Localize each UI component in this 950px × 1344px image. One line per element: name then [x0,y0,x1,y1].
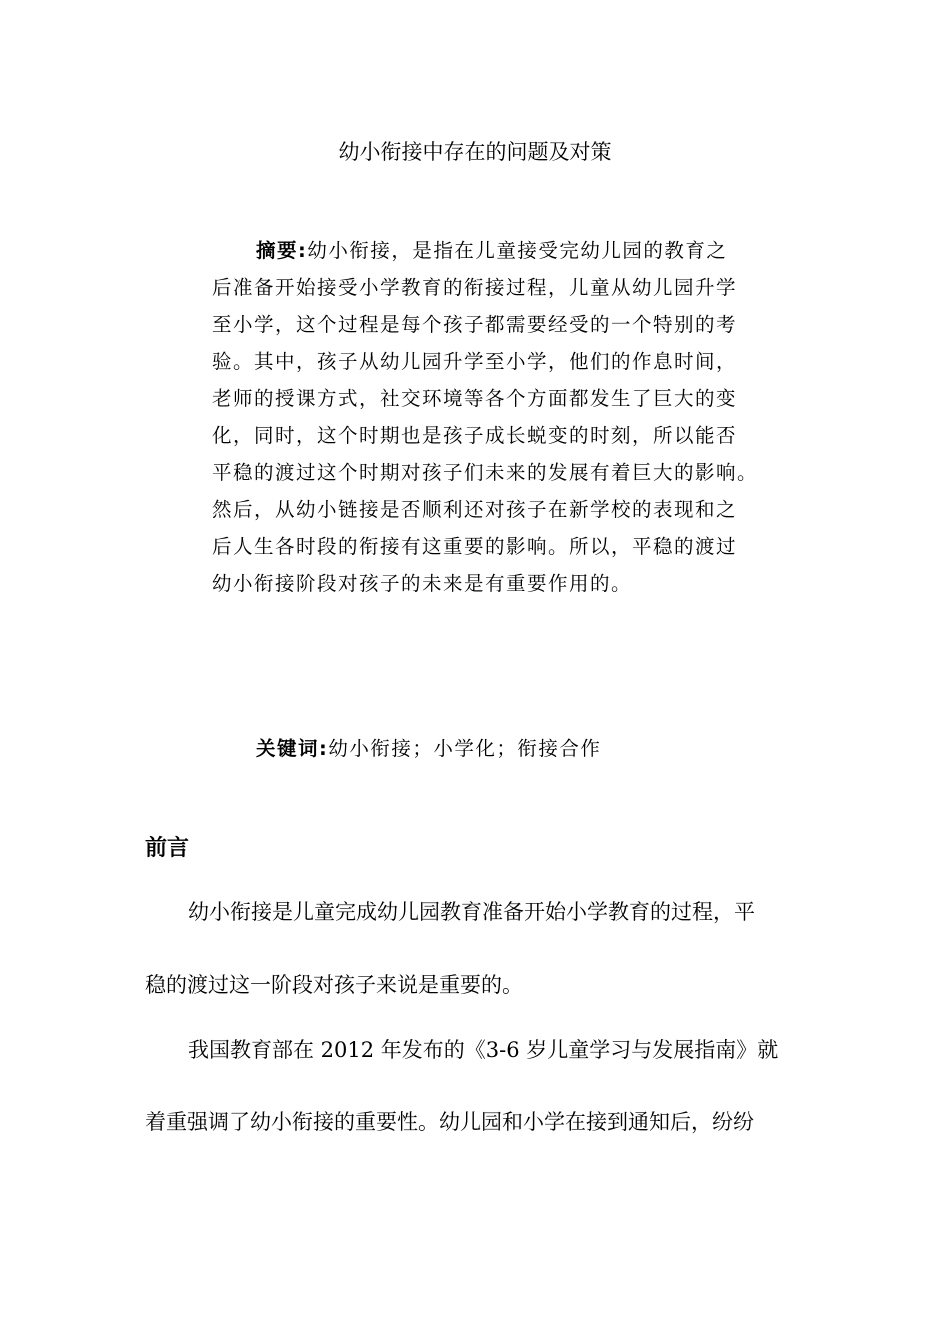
abstract-line [212,236,772,273]
abstract-line: 幼小衔接阶段对孩子的未来是有重要作用的。 [212,572,633,595]
abstract-line: 验。其中，孩子从幼儿园升学至小学，他们的作息时间， [212,350,738,373]
abstract-line: 然后，从幼小链接是否顺利还对孩子在新学校的表现和之 [212,498,738,521]
abstract-line: 化，同时，这个时期也是孩子成长蜕变的时刻，所以能否 [212,424,738,447]
document-title: 幼小衔接中存在的问题及对策 [338,140,612,164]
preface-line: 着重强调了幼小衔接的重要性。幼儿园和小学在接到通知后，纷纷 [145,1110,754,1134]
keywords-label: 关键词: [256,737,329,760]
abstract-label: 摘要: [256,239,308,262]
abstract-line: 平稳的渡过这个时期对孩子们未来的发展有着巨大的影响。 [212,461,759,484]
abstract-section [212,236,772,606]
preface-heading: 前言 [145,836,190,861]
preface-line: 幼小衔接是儿童完成幼儿园教育准备开始小学教育的过程，平 [188,900,755,924]
preface-line: 稳的渡过这一阶段对孩子来说是重要的。 [145,973,523,997]
keywords-text: 幼小衔接；小学化；衔接合作 [328,737,602,760]
abstract-line: 后人生各时段的衔接有这重要的影响。所以，平稳的渡过 [212,535,738,558]
preface-line: 我国教育部在 2012 年发布的《3-6 岁儿童学习与发展指南》就 [188,1038,779,1062]
abstract-text: 幼小衔接，是指在儿童接受完幼儿园的教育之 [307,239,728,262]
keywords-line [256,734,601,764]
abstract-line: 后准备开始接受小学教育的衔接过程，儿童从幼儿园升学 [212,276,738,299]
abstract-line: 至小学，这个过程是每个孩子都需要经受的一个特别的考 [212,313,738,336]
abstract-line: 老师的授课方式，社交环境等各个方面都发生了巨大的变 [212,387,738,410]
